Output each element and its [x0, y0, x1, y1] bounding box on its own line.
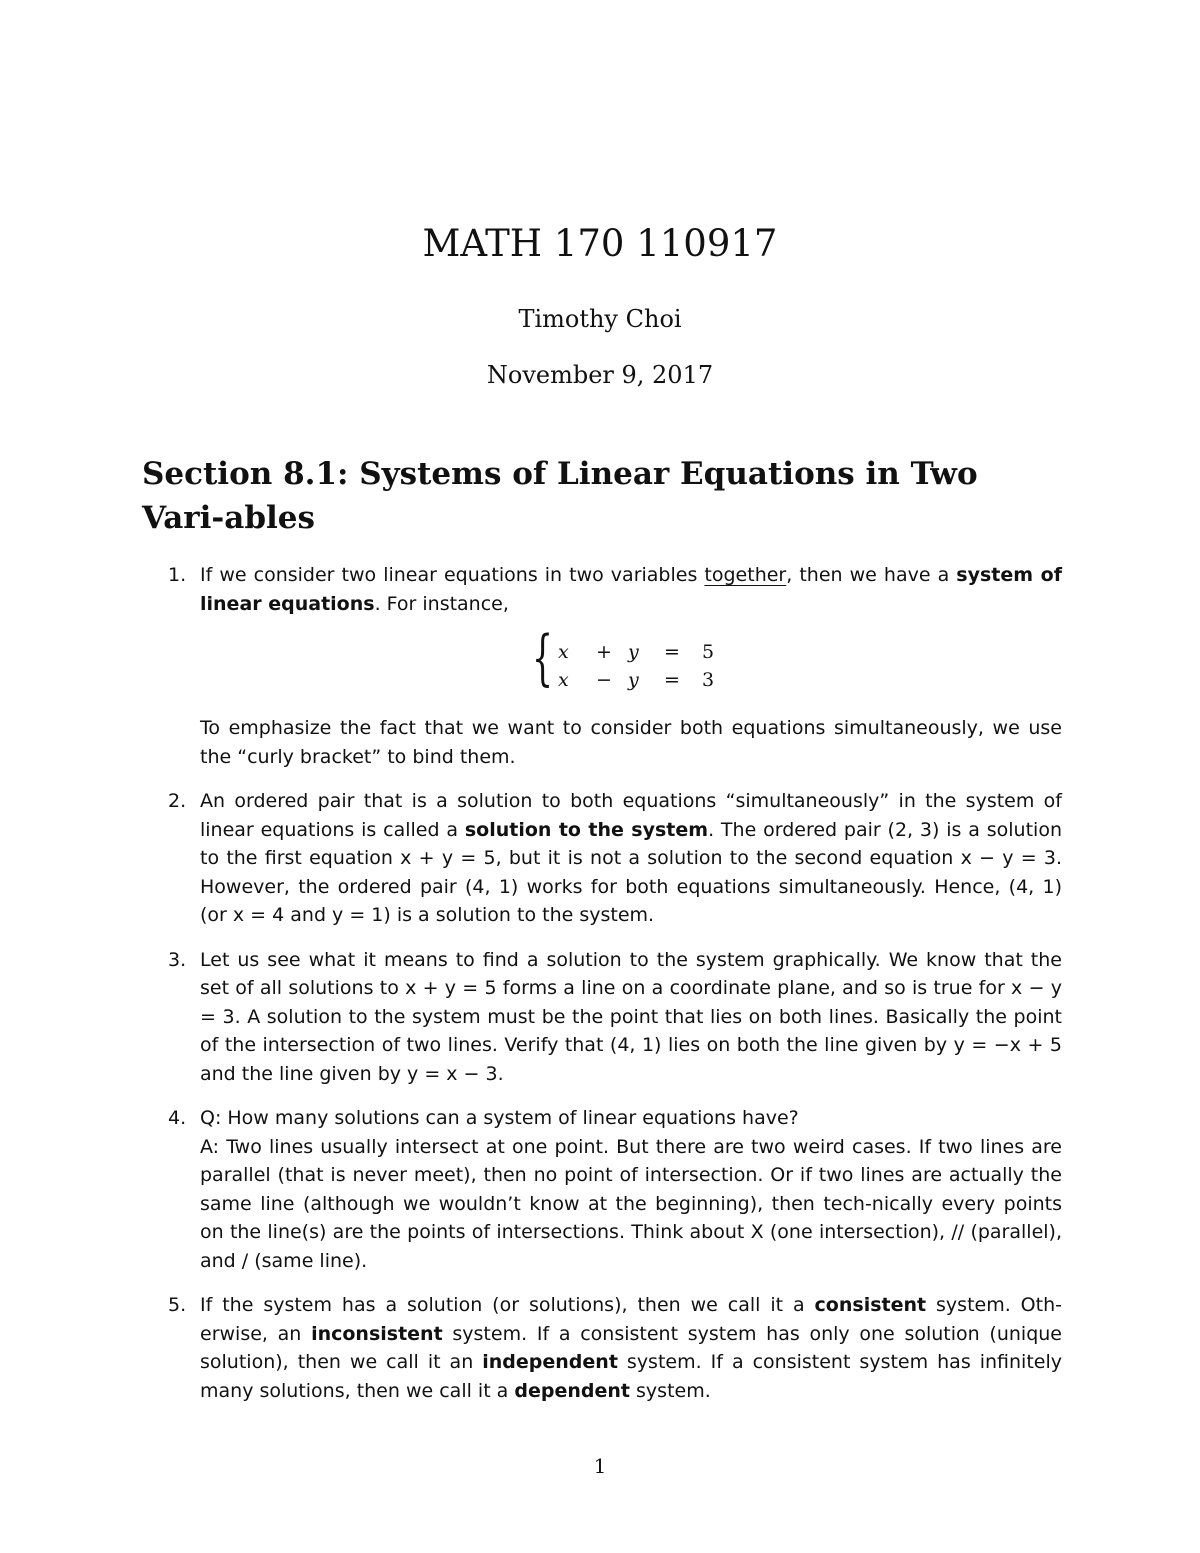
equation-operator: +	[596, 641, 612, 663]
text-run: An ordered pair that is a solution to both equations “simultaneously” in the system of linear equations is called a	[200, 790, 1062, 841]
equation-term: y	[628, 669, 639, 691]
item-paragraph	[200, 1291, 1062, 1405]
item-paragraph: Let us see what it means to find a solution to the system graphically. We know that the set of all solutions to x + y = 5 forms a line on a coordinate plane, and so is true for x − y = 3. A solution to the system must be the point that lies on both lines. Basically the point of the intersection of two lines. Verify that (4, 1) lies on both the line given by y = −x + 5 and the line given by y = x − 3.	[200, 948, 1062, 1085]
bold-term: dependent	[514, 1379, 630, 1402]
equation-system	[200, 623, 1062, 700]
bold-term: independent	[482, 1351, 618, 1373]
item-paragraph: To emphasize the fact that we want to consider both equations simultaneously, we use the “curly bracket” to bind them.	[200, 717, 1062, 768]
list-item-2	[142, 787, 1062, 930]
page-number: 1	[593, 1454, 607, 1478]
equation-term: y	[628, 641, 639, 663]
item-paragraph	[200, 561, 1062, 618]
item-number: 2.	[168, 790, 187, 812]
equation-term: x	[558, 641, 569, 663]
equation-constant: 3	[702, 669, 715, 691]
equation-equals: =	[664, 669, 680, 691]
equation-row	[558, 666, 728, 694]
bold-term: solution to the system	[464, 818, 709, 841]
text-run: system. Oth-erwise, an	[200, 1294, 1062, 1345]
list-item-1	[142, 561, 1062, 771]
text-run: . The ordered pair (2, 3) is a solution to the first equation x + y = 5, but it is not a solution to the second equation x − y = 3. However, the ordered pair (4, 1) works for both equations simultaneously. Hence, (4, 1) (or x = 4 and y = 1) is a solution to the system.	[200, 818, 1062, 926]
text-run: system. If a consistent system has only one solution (unique solution), then we call it an	[200, 1322, 1062, 1373]
list-item-5	[142, 1291, 1062, 1405]
numbered-list	[142, 561, 1062, 1421]
equation-term: x	[558, 669, 569, 691]
equation-row	[558, 638, 728, 666]
bold-term: consistent	[814, 1294, 927, 1316]
item-number: 3.	[168, 948, 187, 971]
underlined-term: together	[704, 564, 787, 586]
section-heading: Section 8.1: Systems of Linear Equations in Two Vari-ables	[142, 456, 978, 536]
list-item-4	[142, 1104, 1062, 1275]
text-run: If the system has a solution (or solutions), then we call it a	[200, 1294, 815, 1316]
item-paragraph	[200, 787, 1062, 930]
text-run: system. If a consistent system has infinitely many solutions, then we call it a	[200, 1351, 1062, 1402]
document-date: November 9, 2017	[486, 361, 714, 389]
answer-paragraph: A: Two lines usually intersect at one point. But there are two weird cases. If two lines are parallel (that is never meet), then no point of intersection. Or if two lines are actually the same line (although we wouldn’t know at the beginning), then tech-nically every points on the line(s) are the points of intersections. Think about X (one intersection), // (parallel), and / (same line).	[200, 1135, 1062, 1272]
document-author: Timothy Choi	[518, 305, 682, 333]
equation-constant: 5	[702, 641, 715, 663]
text-run: , then we have a	[786, 564, 957, 586]
question-line: Q: How many solutions can a system of linear equations have?	[200, 1107, 799, 1129]
item-number: 1.	[168, 564, 187, 586]
bold-term: inconsistent	[311, 1322, 443, 1345]
document-title: MATH 170 110917	[422, 222, 778, 265]
list-item-3	[142, 946, 1062, 1089]
equation-operator: −	[596, 669, 612, 691]
equation-equals: =	[664, 641, 680, 663]
text-run: If we consider two linear equations in two variables	[200, 564, 705, 586]
item-number: 4.	[168, 1107, 187, 1129]
text-run: system.	[629, 1379, 711, 1402]
text-run: . For instance,	[374, 592, 509, 615]
item-number: 5.	[168, 1294, 187, 1316]
equation-system-block	[532, 623, 722, 694]
curly-brace-icon: {	[532, 623, 554, 693]
bold-term: system of linear equations	[200, 564, 1062, 615]
